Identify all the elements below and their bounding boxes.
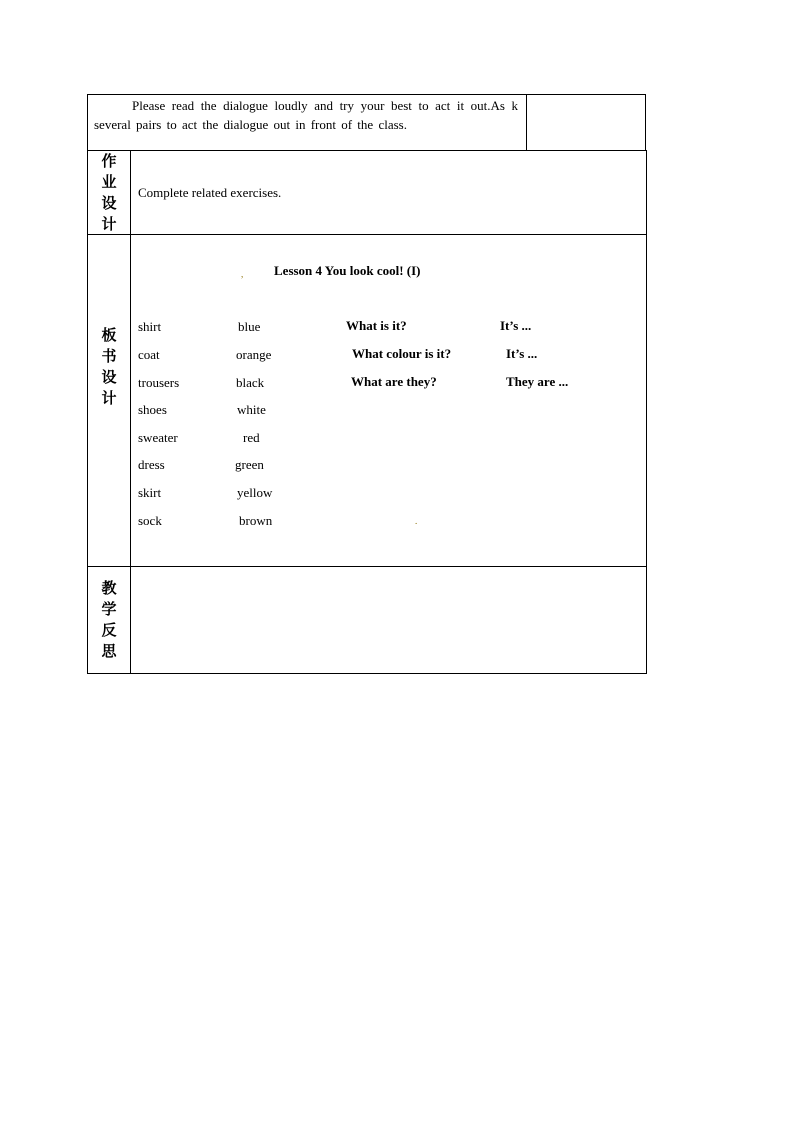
reflection-label-char: 学 [101,600,117,618]
clothes-word: dress [138,457,165,472]
clothes-word: shirt [138,319,162,334]
question-sentence: What is it? [346,318,407,333]
homework-label-char: 设 [101,194,117,212]
colour-word: white [237,402,266,417]
colour-word: yellow [237,485,273,500]
colour-word: green [235,457,264,472]
colour-word: black [236,375,265,390]
row-divider-board [87,566,647,567]
answer-sentence: It’s ... [500,318,532,333]
clothes-word: sweater [138,430,178,445]
colour-word: red [243,430,260,445]
homework-content: Complete related exercises. [138,185,282,200]
reflection-label-char: 教 [101,579,117,597]
colour-word: blue [238,319,261,334]
clothes-word: skirt [138,485,162,500]
homework-label-char: 业 [101,173,117,191]
homework-label [88,151,130,235]
stray-mark: . [415,516,418,526]
homework-label-char: 作 [101,152,117,170]
clothes-word: shoes [138,402,167,417]
stray-mark: , [241,269,244,279]
board-label-char: 设 [101,368,117,386]
colour-word: brown [239,513,273,528]
reflection-label-char: 思 [101,642,117,660]
intro-paragraph: Please read the dialogue loudly and try your best to act it out.As k several pairs to act the dialogue out in front of the class. [94,98,518,132]
intro-text [94,96,518,134]
reflection-label-char: 反 [101,621,117,639]
label-column-divider [130,150,131,674]
question-sentence: What colour is it? [352,346,452,361]
question-sentence: What are they? [351,374,437,389]
answer-sentence: It’s ... [506,346,538,361]
homework-label-char: 计 [101,215,117,233]
board-label-char: 计 [101,389,117,407]
board-label-char: 书 [101,347,117,365]
answer-sentence: They are ... [506,374,569,389]
intro-row-divider [526,94,527,151]
board-title: Lesson 4 You look cool! (I) [274,263,421,278]
clothes-word: sock [138,513,162,528]
plan-table [87,150,647,674]
clothes-word: trousers [138,375,180,390]
board-label-char: 板 [101,326,117,344]
colour-word: orange [236,347,272,362]
board-label [88,325,130,409]
clothes-word: coat [138,347,160,362]
reflection-label [88,578,130,662]
row-divider-homework [87,234,647,235]
